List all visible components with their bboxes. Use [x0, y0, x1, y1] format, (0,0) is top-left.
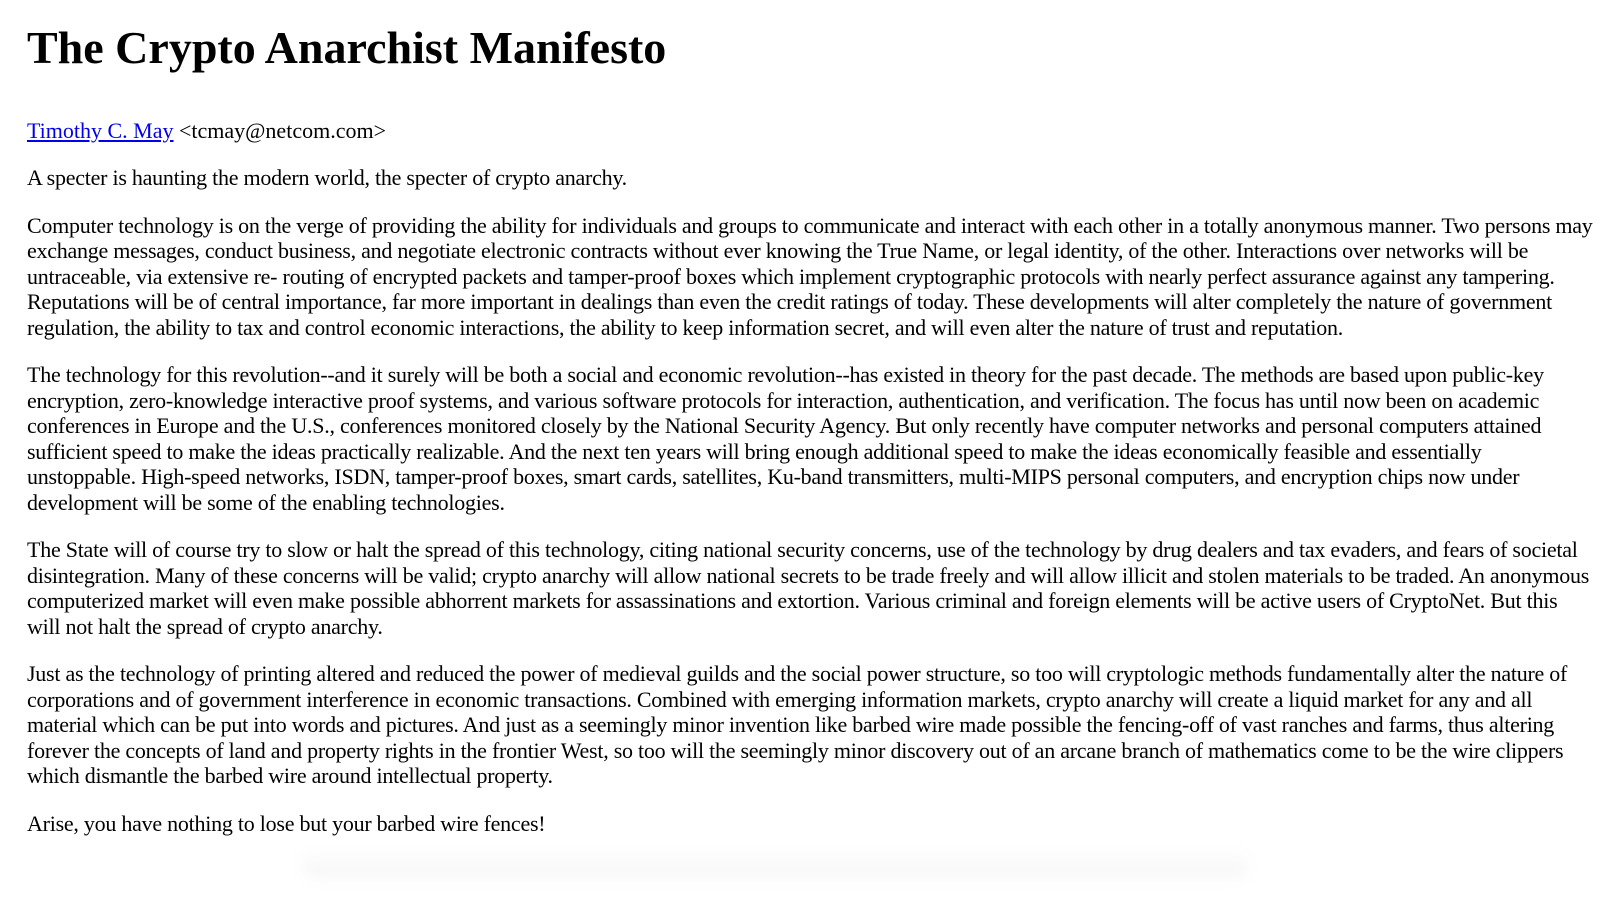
document-page [27, 18, 1595, 836]
author-link[interactable]: Timothy C. May [27, 118, 174, 143]
paragraph-printing: Just as the technology of printing altered and reduced the power of medieval guilds and the social power structure, so too will cryptologic methods fundamentally alter the nature of corporations and of government interference in economic transactions. Combined with emerging information markets, crypto anarchy will create a liquid market for any and all material which can be put into words and pictures. And just as a seemingly minor invention like barbed wire made possible the fencing-off of vast ranches and farms, thus altering forever the concepts of land and property rights in the frontier West, so too will the seemingly minor discovery out of an arcane branch of mathematics come to be the wire clippers which dismantle the barbed wire around intellectual property. [27, 661, 1568, 788]
author-email: <tcmay@netcom.com> [179, 118, 386, 143]
page-title: The Crypto Anarchist Manifesto [27, 22, 667, 73]
paragraph-arise: Arise, you have nothing to lose but your barbed wire fences! [27, 810, 546, 836]
author-byline [27, 118, 1595, 143]
paragraph-state: The State will of course try to slow or halt the spread of this technology, citing national security concerns, use of the technology by drug dealers and tax evaders, and fears of societal disintegration. Many of these concerns will be valid; crypto anarchy will allow national secrets to be trade freely and will allow illicit and stolen materials to be traded. An anonymous computerized market will even make possible abhorrent markets for assassinations and extortion. Various criminal and foreign elements will be active users of CryptoNet. But this will not halt the spread of crypto anarchy. [27, 537, 1590, 639]
bottom-shadow [300, 848, 1250, 878]
paragraph-intro: A specter is haunting the modern world, the specter of crypto anarchy. [27, 165, 627, 190]
paragraph-technology: Computer technology is on the verge of providing the ability for individuals and groups to communicate and interact with each other in a totally anonymous manner. Two persons may exchange messages, conduct business, and negotiate electronic contracts without ever knowing the True Name, or legal identity, of the other. Interactions over networks will be untraceable, via extensive re- routing of encrypted packets and tamper-proof boxes which implement cryptographic protocols with nearly perfect assurance against any tampering. Reputations will be of central importance, far more important in dealings than even the credit ratings of today. These developments will alter completely the nature of government regulation, the ability to tax and control economic interactions, the ability to keep information secret, and will even alter the nature of trust and reputation. [27, 212, 1593, 340]
paragraph-revolution: The technology for this revolution--and it surely will be both a social and economic revolution--has existed in theory for the past decade. The methods are based upon public-key encryption, zero-knowledge interactive proof systems, and various software protocols for interaction, authentication, and verification. The focus has until now been on academic conferences in Europe and the U.S., conferences monitored closely by the National Security Agency. But only recently have computer networks and personal computers attained sufficient speed to make the ideas practically realizable. And the next ten years will bring enough additional speed to make the ideas economically feasible and essentially unstoppable. High-speed networks, ISDN, tamper-proof boxes, smart cards, satellites, Ku-band transmitters, multi-MIPS personal computers, and encryption chips now under development will be some of the enabling technologies. [27, 362, 1544, 515]
